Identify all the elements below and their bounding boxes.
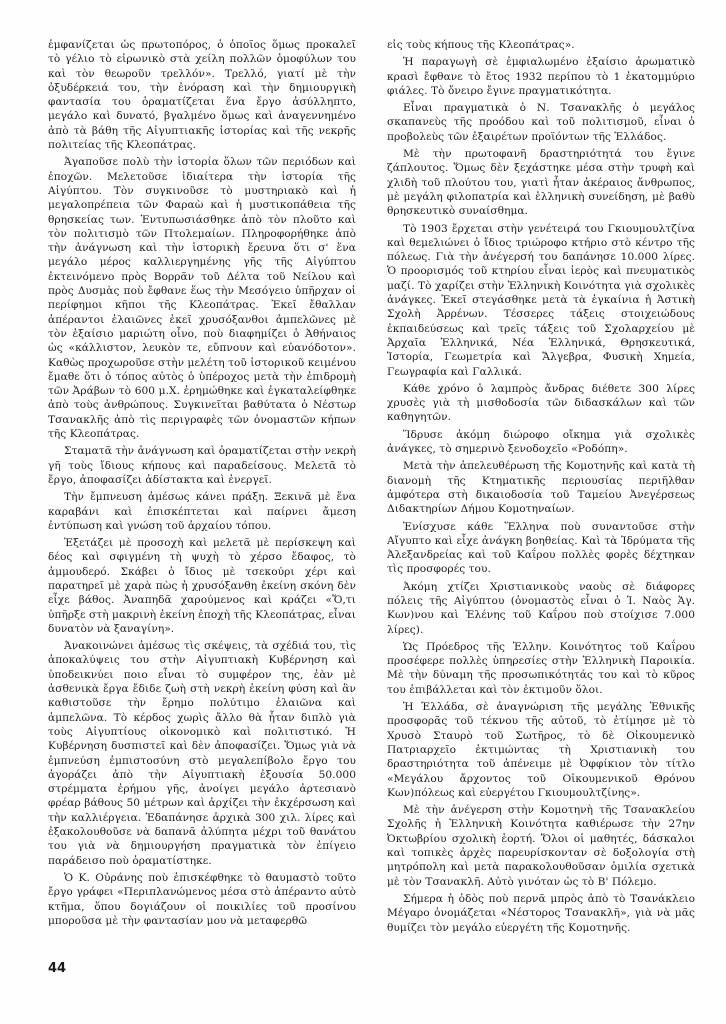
paragraph: Μετὰ τὴν ἀπελευθέρωση τῆς Κομοτηνῆς καὶ κατὰ τὴ διανομὴ τῆς Κτηματικῆς περιουσίας περιῆλθαν ἀμφότερα στὴ δικαιοδοσία τοῦ Ταμείου Ἀνεγέρσεως Διδακτηρίων Δήμου Κομοτηναίων. <box>387 460 695 516</box>
paragraph: Ἀνακοινώνει ἀμέσως τὶς σκέψεις, τὰ σχέδιά του, τὶς ἀποκαλύψεις του στὴν Αἰγυπτιακὴ Κυβέρνηση καὶ ὑποδεικνύει ποιο εἶναι τὸ συμφέρον της, ἐὰν μὲ ἀσθενικὰ ἔργα ἔδιδε ζωὴ στὴ νεκρὴ ἐκείνη φύση καὶ ἂν καθιστοῦσε τὴν ἔρημο πολύτιμο ἐλαιῶνα καὶ ἀμπελῶνα. Τὸ κέρδος χωρὶς ἄλλο θὰ ἦταν διπλὸ γιὰ τοὺς Αἰγυπτίους οἰκονομικὸ καὶ πολιτιστικό. Ἡ Κυβέρνηση δυσπιστεῖ καὶ δὲν ἀποφασίζει. Ὅμως γιὰ νὰ ἐμπνεύση ἐμπιστοσύνη στὸ μεγαλεπίβολο ἔργο του ἀγοράζει ἀπὸ τὴν Αἰγυπτιακὴ ἐξουσία 50.000 στρέμματα ἐρήμου γῆς, ἀνοίγει μεγάλο ἀρτεσιανὸ φρέαρ βάθους 50 μέτρων καὶ ἀρχίζει τὴν ἐκχέρσωση καὶ τὴν καλλιέργεια. Ἐδαπάνησε ἀρχικὰ 300 χιλ. λίρες καὶ ἐξακολουθοῦσε νὰ δαπανᾶ ἀλύπητα μέχρι τοῦ θανάτου του γιὰ νὰ δημιουργήση πραγματικὰ τὸν ἐπίγειο παράδεισο ποὺ ὁραματίστηκε. <box>48 640 356 867</box>
paragraph: Τὴν ἔμπνευση ἀμέσως κάνει πράξη. Ξεκινᾶ μὲ ἕνα καραβάνι καὶ ἐπισκέπτεται καὶ παίρνει ἄμεση ἐντύπωση καὶ γνώση τοῦ ἀρχαίου τόπου. <box>48 491 356 532</box>
page-number: 44 <box>48 961 67 976</box>
paragraph: Σταματᾶ τὴν ἀνάγνωση καὶ ὁραματίζεται στὴν νεκρὴ γῆ τοὺς ἴδιους κήπους καὶ παραδείσους. Μελετᾶ τὸ ἔργο, ἀποφασίζει ἀδίστακτα καὶ ἐνεργεῖ. <box>48 445 356 486</box>
paragraph: Ἡ Ἑλλάδα, σὲ ἀναγνώριση τῆς μεγάλης Ἐθνικῆς προσφορᾶς τοῦ τέκνου τῆς αὐτοῦ, τὸ ἐτίμησε μὲ τὸ Χρυσὸ Σταυρὸ τοῦ Σωτῆρος, τὸ δὲ Οἰκουμενικὸ Πατριαρχεῖο ἐκτιμώντας τὴ Χριστιανικὴ του δραστηριότητα τοῦ ἀπένειμε μὲ Ὀφφίκιον τὸν τίτλο «Μεγάλου ἄρχοντος τοῦ Οἰκουμενικοῦ Θρόνου Κων)πόλεως καὶ εὐεργέτου Γκιουμουλτζίνης». <box>387 701 695 799</box>
paragraph: Ἀκόμη χτίζει Χριστιανικοὺς ναοὺς σὲ διάφορες πόλεις τῆς Αἰγύπτου (ὀνομαστὸς εἶναι ὁ Ἱ. Ναὸς Ἁγ. Κων)νου καὶ Ἑλένης τοῦ Καΐρου ποὺ στοίχισε 7.000 λίρες). <box>387 580 695 636</box>
paragraph: Ὡς Πρόεδρος τῆς Ἑλλην. Κοινότητος τοῦ Καΐρου προσέφερε πολλὲς ὑπηρεσίες στὴν Ἑλληνικὴ Παροικία. Μὲ τὴν δύναμη τῆς προσωπικότητάς του καὶ τὸ κῦρος του ἐπιβάλλεται καὶ τὸν ἐκτιμοῦν ὅλοι. <box>387 640 695 696</box>
paragraph: Ἐξετάζει μὲ προσοχὴ καὶ μελετᾶ μὲ περίσκεψη καὶ δέος καὶ σφιγμένη τὴ ψυχὴ τὸ χέρσο ἔδαφος, τὸ ἀμμουδερό. Σκάβει ὁ ἴδιος μὲ τσεκούρι χέρι καὶ παρατηρεῖ μὲ χαρὰ πὼς ἡ χρυσόξανθη ἐκείνη σκόνη δὲν εἶχε βάθος. Ἀναπηδᾶ χαρούμενος καὶ κράζει «Ὅ,τι ὑπῆρξε στὴ μακρινὴ ἐκείνη ἐποχὴ τῆς Κλεοπάτρας, εἶναι δυνατὸν νὰ ξαναγίνη». <box>48 537 357 635</box>
paragraph: Ἵδρυσε ἀκόμη διώροφο οἴκημα γιὰ σχολικὲς ἀνάγκες, τὸ σημερινὸ ξενοδοχεῖο «Ροδόπη». <box>387 428 695 456</box>
paragraph: Ἀγαποῦσε πολὺ τὴν ἱστορία ὅλων τῶν περιόδων καὶ ἐποχῶν. Μελετοῦσε ἰδιαίτερα τὴν ἱστορία τῆς Αἰγύπτου. Τὸν συγκινοῦσε τὸ μυστηριακὸ καὶ ἡ μεγαλοπρέπεια τῶν Φαραὼ καὶ ἡ μυστικοπάθεια τῆς θρησκείας των. Ἐντυπωσιάσθηκε ἀπὸ τὸν πλοῦτο καὶ τὸν πολιτισμὸ τῶν Πτολεμαίων. Πληροφορήθηκε ἀπὸ τὴν ἀνάγνωση καὶ τὴν ἱστορικὴ ἔρευνα ὅτι σ' ἕνα μεγάλο μέρος καλλιεργημένης γῆς τῆς Αἰγύπτου ἐκτεινόμενο πρὸς Βορρᾶν τοῦ Δέλτα τοῦ Νείλου καὶ πρὸς Δυσμὰς ποὺ ἔφθανε ἕως τὴν Μεσόγειο ὑπῆρχαν οἱ περίφημοι κῆποι τῆς Κλεοπάτρας. Ἐκεῖ ἔθαλλαν ἀπέραντοι ἐλαιῶνες ἐκεῖ χρυσόξανθοι ἀμπελῶνες μὲ τὸν ἐξαίσιο μαριώτη οἶνο, ποὺ διαφημίζει ὁ Ἀθήναιος ὡς «κάλλιστον, λευκὸν τε, εὔπνουν καὶ εὐανόδοτον». Καθὼς προχωροῦσε στὴν μελέτη τοῦ ἱστορικοῦ κειμένου ἔμαθε ὅτι ὁ τόπος αὐτὸς ὁ ὑπέροχος μετὰ τὴν ἐπιδρομὴ τῶν Ἀράβων τὸ 600 μ.Χ. ἐρημώθηκε καὶ ἐγκαταλείφθηκε ἀπὸ τοὺς ἀνθρώπους. Συγκινεῖται βαθύτατα ὁ Νέστωρ Τσανακλῆς ἀπὸ τὶς περιγραφὲς τῶν ὀνομαστῶν κήπων τῆς Κλεοπάτρας. <box>48 156 356 441</box>
paragraph: Σήμερα ἡ ὁδὸς ποὺ περνᾶ μπρὸς ἀπὸ τὸ Τσανάκλειο Μέγαρο ὀνομάζεται «Νέστορος Τσανακλῆ», γιὰ νὰ μᾶς θυμίζει τὸν μεγάλο εὐεργέτη τῆς Κομοτηνῆς. <box>387 892 695 934</box>
right-column <box>387 38 695 938</box>
paragraph: Ἐνίσχυσε κάθε Ἕλληνα ποὺ συναντοῦσε στὴν Αἴγυπτο καὶ εἶχε ἀνάγκη βοηθείας. Καὶ τὰ Ἱδρύματα τῆς Ἀλεξανδρείας καὶ τοῦ Καΐρου πολλὲς φορὲς δέχτηκαν τὶς προσφορές του. <box>387 520 695 576</box>
paragraph: ἐμφανίζεται ὡς πρωτοπόρος, ὁ ὁποῖος ὅμως προκαλεῖ τὸ γέλιο τὸ εἰρωνικὸ στὰ χείλη πολλῶν ὁμοφύλων του καὶ τὸν θεωροῦν τρελλόν». Τρελλό, γιατί μὲ τὴν ὀξυδέρκειά του, τὴν ἐνόραση καὶ τὴν δημιουργικὴ φαντασία του ὁραματίζεται ἕνα ἔργο ἀσύλληπτο, μεγάλο καὶ δυνατό, βγαλμένο ὅμως καὶ ἀναγεννημένο ἀπὸ τὰ βάθη τῆς Αἰγυπτιακῆς ἱστορίας καὶ τῆς νεκρῆς πολιτείας τῆς Κλεοπάτρας. <box>48 39 356 152</box>
paragraph: Ἡ παραγωγὴ σὲ ἐμφιαλωμένο ἐξαίσιο ἀρωματικὸ κρασὶ ἔφθανε τὸ ἔτος 1932 περίπου τὸ 1 ἑκατομμύριο φιάλες. Τὸ ὄνειρο ἔγινε πραγματικότητα. <box>387 56 695 97</box>
left-column <box>48 38 356 931</box>
paragraph: Κάθε χρόνο ὁ λαμπρὸς ἄνδρας διέθετε 300 λίρες χρυσὲς γιὰ τὴ μισθοδοσία τῶν διδασκάλων καὶ τῶν καθηγητῶν. <box>387 382 695 424</box>
paragraph: Ὁ Κ. Οὐράνης ποὺ ἐπισκέφθηκε τὸ θαυμαστὸ τοῦτο ἔργο γράφει «Περιπλανώμενος μέσα στὸ ἀπέραντο αὐτὸ κτῆμα, ὅπου δογιάζουν οἱ ποικιλίες τοῦ προσίνου μποροῦσα μὲ τὴν φαντασίαν μου νὰ μεταφερθῶ <box>48 871 356 927</box>
paragraph: Μὲ τὴν ἀνέγερση στὴν Κομοτηνὴ τῆς Τσανακλείου Σχολῆς ἡ Ἑλληνικὴ Κοινότητα καθιέρωσε τὴν 27ην Ὀκτωβρίου σχολικὴ ἑορτή. Ὅλοι οἱ μαθητές, δάσκαλοι καὶ τοπικὲς ἀρχὲς παρευρίσκονταν σὲ δοξολογία στὴ μητρόπολη καὶ μετὰ παρακολουθοῦσαν ὁμιλία σχετικὰ μὲ τὸν Τσανακλῆ. Αὐτὸ γινόταν ὡς τὸ Β' Πόλεμο. <box>387 804 695 888</box>
paragraph: Μὲ τὴν πρωτοφανῆ δραστηριότητά του ἔγινε ζάπλουτος. Ὅμως δὲν ξεχάστηκε μέσα στὴν τρυφὴ καὶ χλιδὴ τοῦ πλούτου του, γιατὶ ἦταν ἀκέραιος ἄνθρωπος, μὲ μεγάλη φιλοπατρία καὶ ἑλληνικὴ συνείδηση, μὲ βαθὺ θρησκευτικὸ συναίσθημα. <box>387 148 695 218</box>
paragraph: Εἶναι πραγματικὰ ὁ Ν. Τσανακλῆς ὁ μεγάλος σκαπανεὺς τῆς προόδου καὶ τοῦ πολιτισμοῦ, εἶναι ὁ προβολεὺς τῶν ἐξαιρέτων προϊόντων τῆς Ἑλλάδος. <box>387 102 695 143</box>
paragraph: Τὸ 1903 ἔρχεται στὴν γενέτειρά του Γκιουμουλτζίνα καὶ θεμελιώνει ὁ ἴδιος τριώροφο κτήριο στὸ κέντρο τῆς πόλεως. Γιὰ τὴν ἀνέγερσή του δαπάνησε 10.000 λίρες. Ὁ προορισμός τοῦ κτηρίου εἶναι ἱερὸς καὶ πνευματικὸς μαζί. Τὸ χαρίζει στὴν Ἑλληνικὴ Κοινότητα γιὰ σχολικὲς ἀνάγκες. Ἐκεῖ στεγάσθηκε μετὰ τὰ ἐγκαίνια ἡ Ἀστικὴ Σχολὴ Ἀρρένων. Τέσσερες τάξεις στοιχειώδους ἐκπαιδεύσεως καὶ τρεῖς τάξεις τοῦ Σχολαρχείου μὲ Ἀρχαῖα Ἑλληνικά, Νέα Ἑλληνικά, Θρησκευτικά, Ἱστορία, Γεωμετρία καὶ Ἄλγεβρα, Φυσικὴ Χημεία, Γεωγραφία καὶ Γαλλικά. <box>387 222 695 378</box>
paragraph: εἰς τοὺς κήπους τῆς Κλεοπάτρας». <box>387 39 575 51</box>
